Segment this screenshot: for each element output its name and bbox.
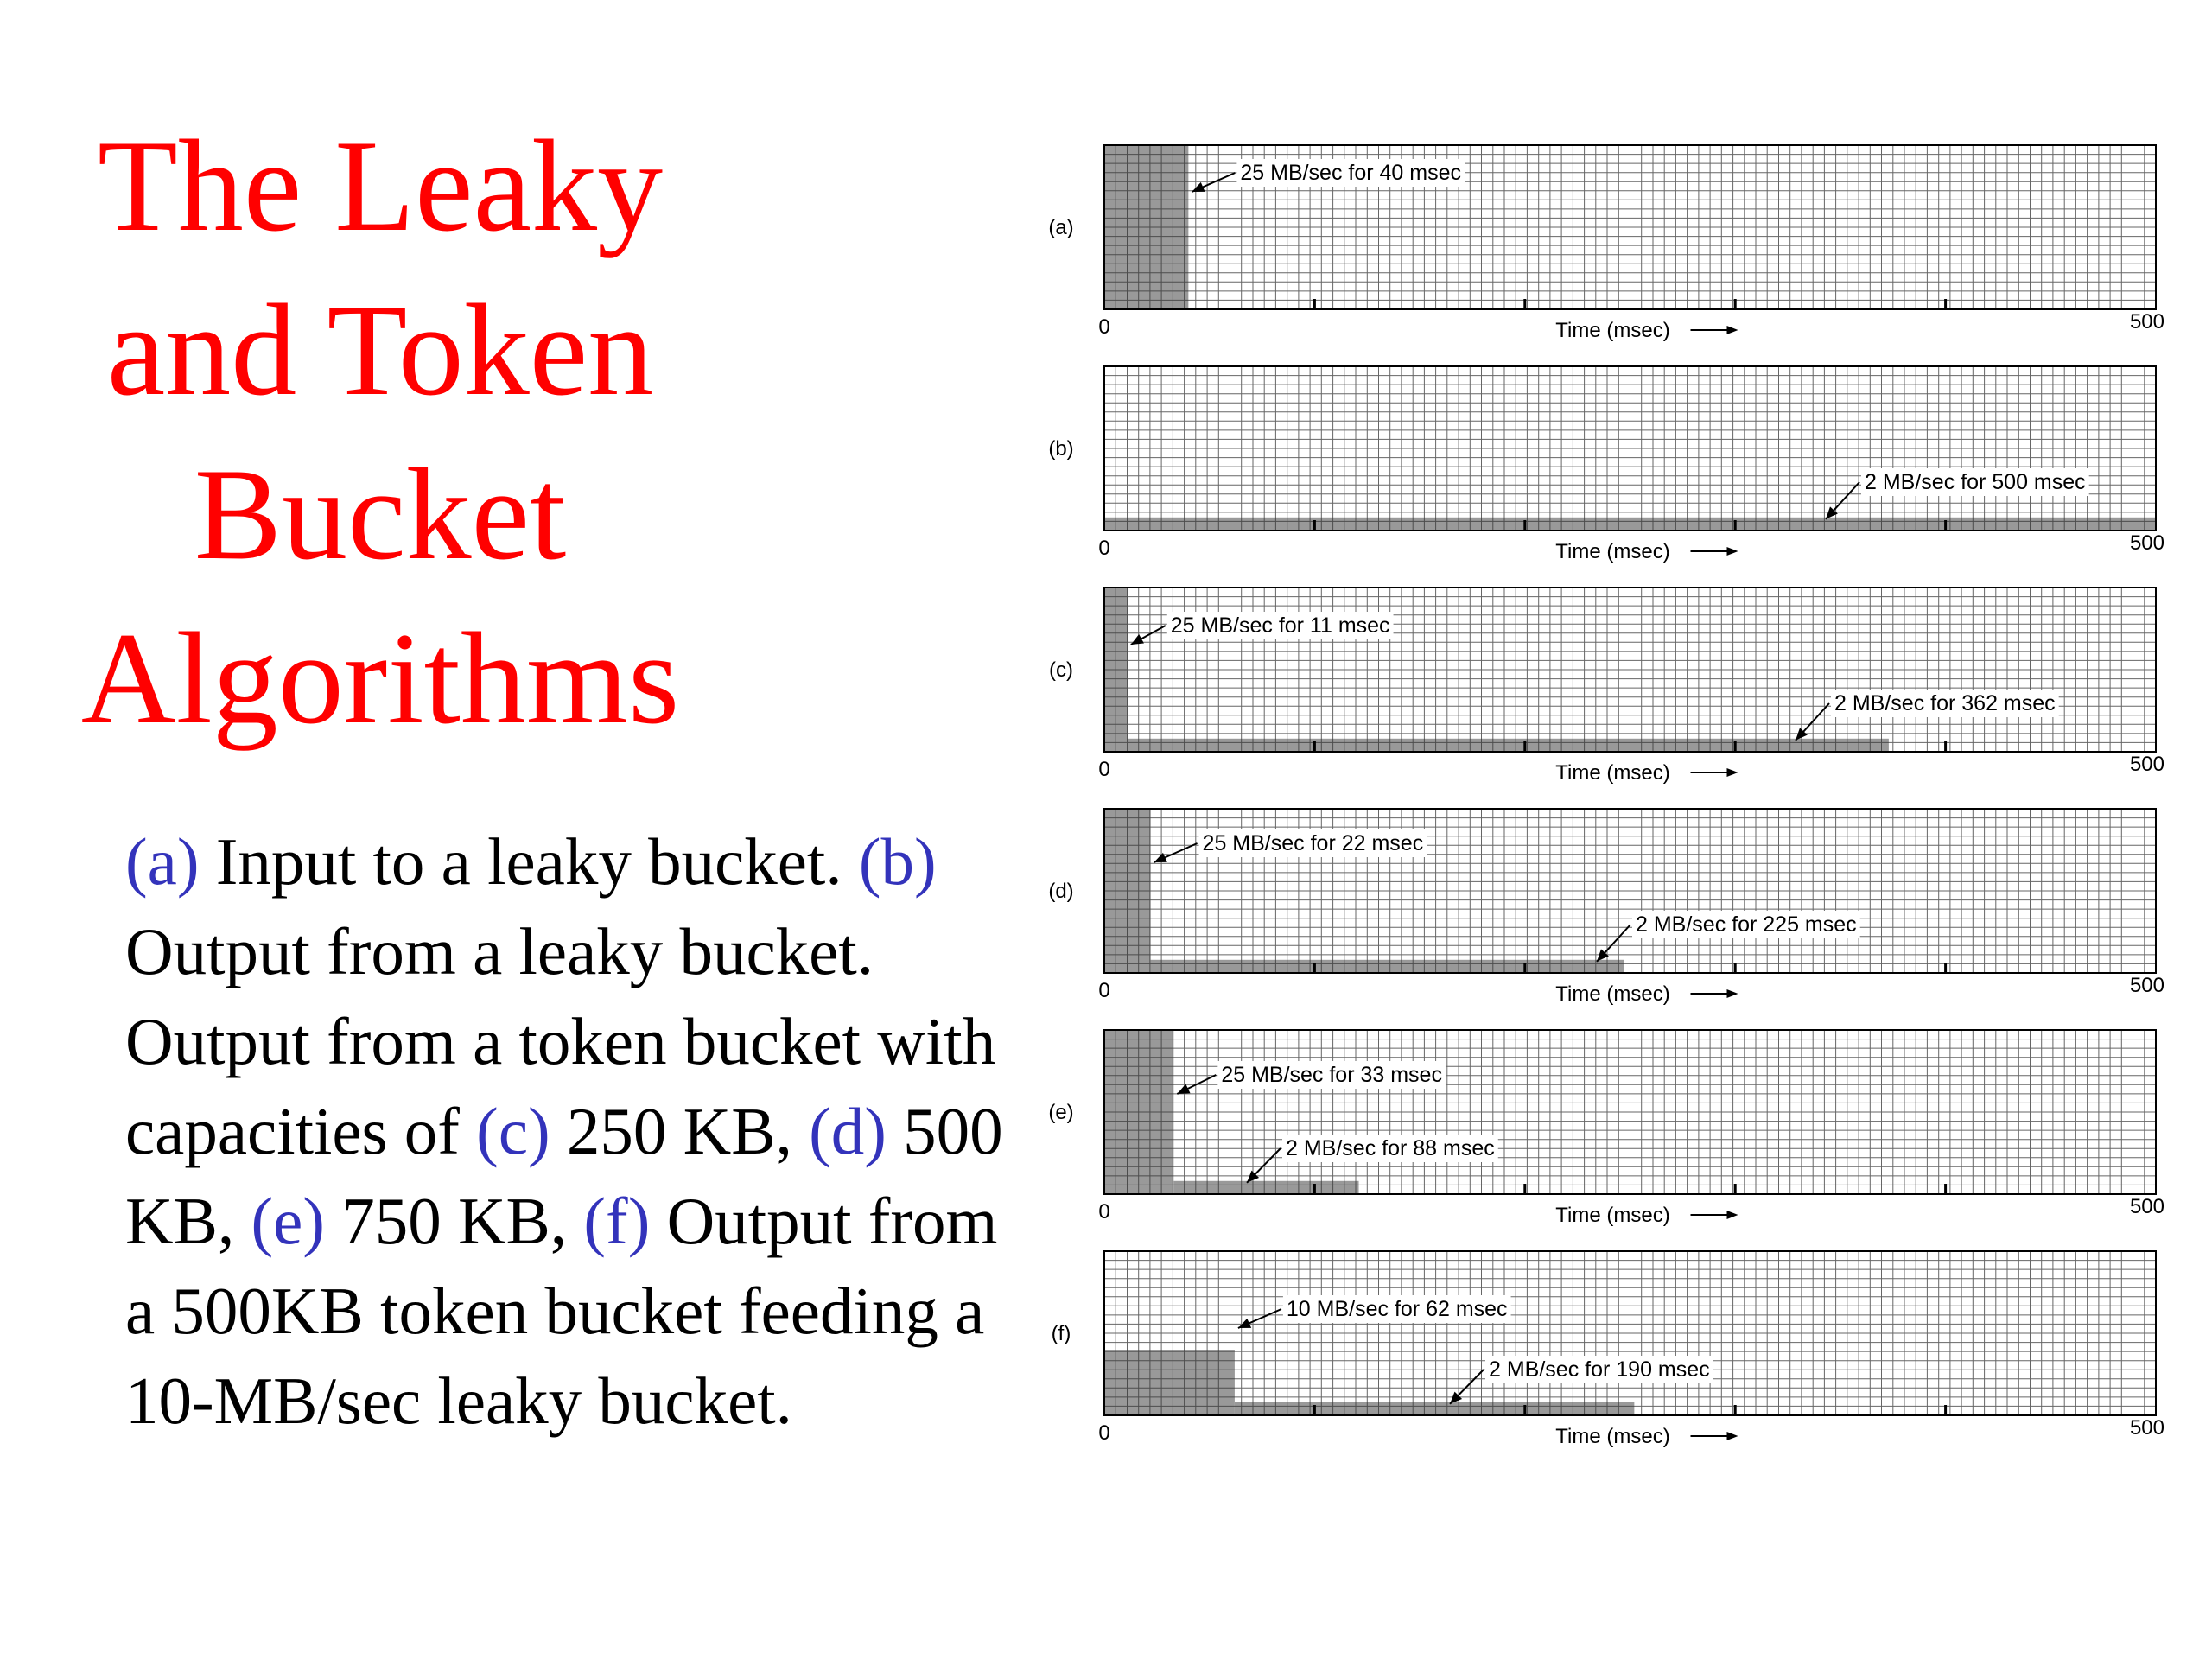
chart-panel <box>1052 1251 2164 1448</box>
x-axis-label: Time (msec) <box>1555 761 1670 785</box>
grid-lines <box>1104 366 2156 531</box>
axis-arrow-head <box>1727 768 1738 777</box>
caption-label: (e) <box>251 1184 325 1258</box>
title-line: Algorithms <box>80 606 680 751</box>
data-bar <box>1104 1350 1235 1415</box>
axis-arrow-head <box>1727 1211 1738 1219</box>
panel-label: (a) <box>1048 216 1074 239</box>
caption-text: Output from a leaky bucket. Output from a token bucket with capacities of <box>125 914 996 1168</box>
panel-label: (d) <box>1048 880 1074 903</box>
tick-label: 0 <box>1098 979 1110 1002</box>
tick-label: 500 <box>2129 531 2164 555</box>
chart-panel <box>1048 1030 2164 1227</box>
chart-panel <box>1048 145 2164 342</box>
tick-label: 500 <box>2129 310 2164 334</box>
chart-panel <box>1048 809 2164 1006</box>
x-axis-label: Time (msec) <box>1555 1425 1670 1448</box>
tick-label: 500 <box>2129 1195 2164 1218</box>
grid-lines <box>1104 1030 2156 1194</box>
annotation-label: 2 MB/sec for 362 msec <box>1834 691 2056 715</box>
caption-text: 750 KB, <box>324 1184 584 1258</box>
annotation-label: 25 MB/sec for 33 msec <box>1221 1063 1442 1087</box>
annotation-label: 2 MB/sec for 190 msec <box>1489 1357 1710 1382</box>
annotation-label: 2 MB/sec for 500 msec <box>1865 470 2086 494</box>
panel-label: (b) <box>1048 437 1074 461</box>
grid-lines <box>1104 1251 2156 1415</box>
annotation-label: 10 MB/sec for 62 msec <box>1286 1297 1508 1321</box>
x-axis-label: Time (msec) <box>1555 319 1670 342</box>
caption-text: 500 KB, <box>125 1094 1003 1258</box>
caption-text: Input to a leaky bucket. <box>199 824 859 899</box>
data-bar <box>1151 960 1624 973</box>
caption-label: (f) <box>583 1184 651 1258</box>
axis-arrow-head <box>1727 1432 1738 1440</box>
title-line: Bucket <box>194 442 567 587</box>
tick-label: 0 <box>1098 537 1110 560</box>
tick-label: 0 <box>1098 758 1110 781</box>
panel-label: (f) <box>1051 1322 1071 1345</box>
title-line: The Leaky <box>97 113 664 258</box>
tick-label: 500 <box>2129 753 2164 776</box>
annotation-label: 25 MB/sec for 22 msec <box>1202 831 1424 855</box>
title-line: and Token <box>106 277 654 423</box>
tick-label: 500 <box>2129 974 2164 997</box>
tick-label: 0 <box>1098 315 1110 339</box>
tick-label: 0 <box>1098 1200 1110 1224</box>
caption-text: Output from a 500KB token bucket feeding a 10-MB/sec leaky bucket. <box>125 1184 998 1438</box>
x-axis-label: Time (msec) <box>1555 982 1670 1006</box>
caption-label: (a) <box>125 824 200 899</box>
axis-arrow-head <box>1727 547 1738 556</box>
caption-label: (d) <box>809 1094 887 1168</box>
caption-text: 250 KB, <box>550 1094 810 1168</box>
caption-label: (c) <box>476 1094 550 1168</box>
slide-title <box>35 104 726 760</box>
panel-label: (e) <box>1048 1101 1074 1124</box>
annotation-label: 2 MB/sec for 88 msec <box>1286 1136 1495 1160</box>
panels-figure <box>1041 130 2199 1495</box>
annotation-label: 2 MB/sec for 225 msec <box>1636 912 1857 937</box>
axis-arrow-head <box>1727 326 1738 334</box>
tick-label: 500 <box>2129 1416 2164 1440</box>
figure-caption <box>125 817 1015 1446</box>
data-bar <box>1235 1402 1634 1415</box>
annotation-label: 25 MB/sec for 40 msec <box>1240 161 1462 185</box>
axis-arrow-head <box>1727 989 1738 998</box>
data-bar <box>1173 1181 1358 1194</box>
annotation-label: 25 MB/sec for 11 msec <box>1170 613 1390 638</box>
x-axis-label: Time (msec) <box>1555 1204 1670 1227</box>
caption-label: (b) <box>858 824 937 899</box>
chart-panel <box>1049 588 2164 785</box>
tick-label: 0 <box>1098 1421 1110 1445</box>
x-axis-label: Time (msec) <box>1555 540 1670 563</box>
panel-label: (c) <box>1049 658 1073 682</box>
chart-panel <box>1048 366 2164 563</box>
